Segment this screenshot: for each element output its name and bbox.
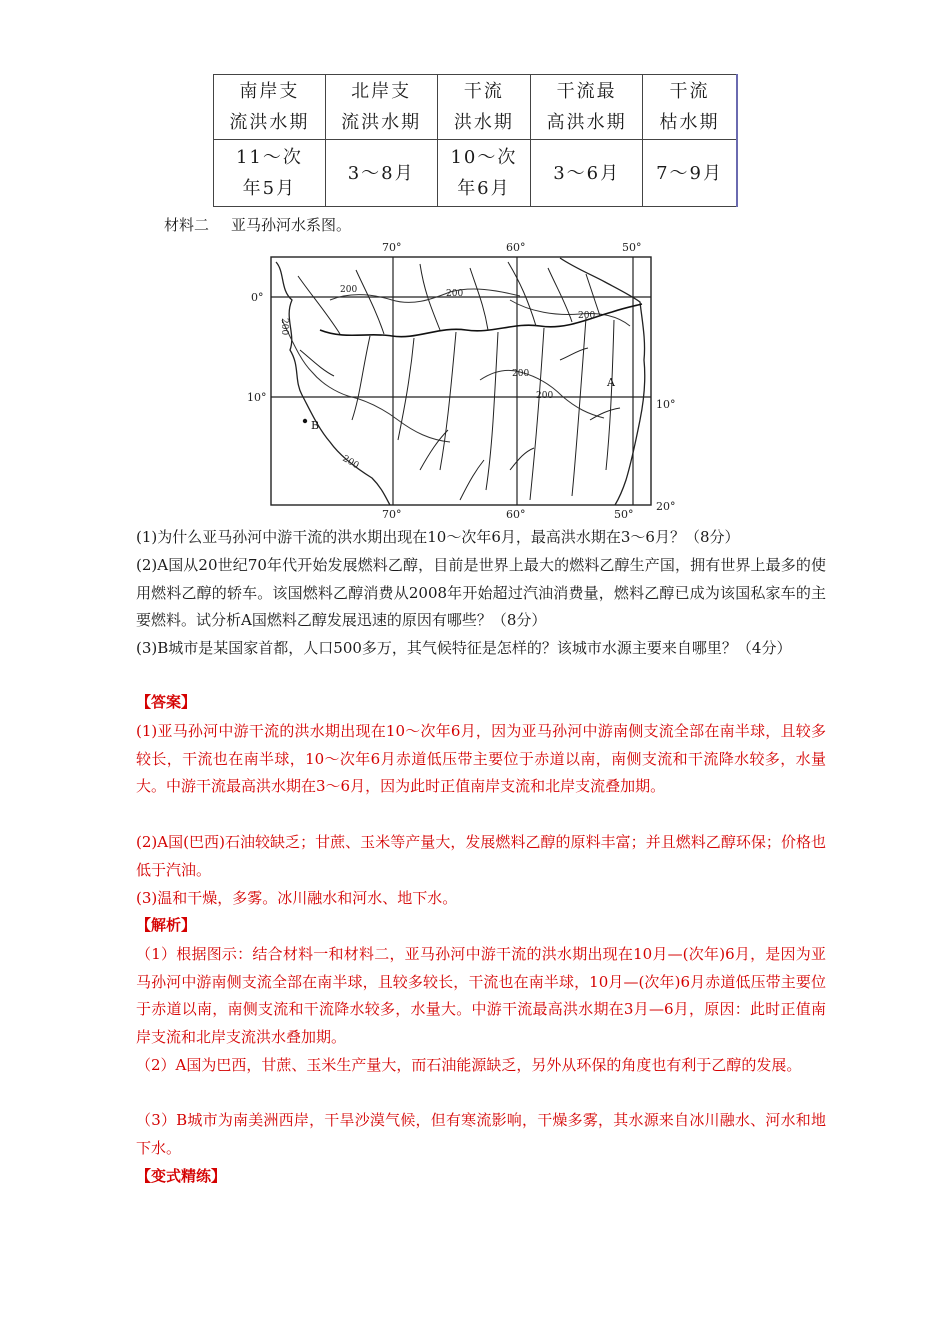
- lon-label: 60°: [506, 508, 526, 521]
- table-header-cell: 干流 洪水期: [437, 75, 531, 140]
- lat-label: 10°: [247, 391, 267, 404]
- answer-2: (2)A国(巴西)石油较缺乏；甘蔗、玉米等产量大，发展燃料乙醇的原料丰富；并且燃料乙醇环保；价格也低于汽油。: [136, 833, 826, 879]
- contour-label: 200: [536, 391, 554, 401]
- material-label: 材料二: [164, 216, 210, 234]
- contour-label: 200: [446, 289, 464, 299]
- river: [298, 276, 340, 334]
- lon-label: 50°: [622, 241, 642, 254]
- river: [356, 270, 384, 334]
- contour-label: 200: [512, 369, 530, 379]
- table-cell: 11～次 年5月: [214, 140, 326, 207]
- lon-label: 60°: [506, 241, 526, 254]
- table-cell: 3～6月: [531, 140, 643, 207]
- material-title: 亚马孙河水系图。: [231, 216, 352, 234]
- coastline: [560, 258, 645, 505]
- analysis-1: （1）根据图示：结合材料一和材料二，亚马孙河中游干流的洪水期出现在10月—(次年)6月，是因为亚马孙河中游南侧支流全部在南半球，且较多较长，干流也在南半球，10月—(次年)6月赤道低压带主要位于赤道以南，南侧支流和干流降水较多，水量大。中游干流最高洪水期在3月—6月，原因：此时正值南岸支流和北岸支流洪水叠加期。: [136, 945, 826, 1046]
- table-header-cell: 干流 枯水期: [643, 75, 737, 140]
- lat-label: 20°: [656, 500, 676, 513]
- analysis-2: （2）A国为巴西，甘蔗、玉米生产量大，而石油能源缺乏，另外从环保的角度也有利于乙醇的发展。: [136, 1056, 802, 1074]
- question-2: (2)A国从20世纪70年代开始发展燃料乙醇，目前是世界上最大的燃料乙醇生产国，拥有世界上最多的使用燃料乙醇的轿车。该国燃料乙醇消费从2008年开始超过汽油消费量，燃料乙醇已成为该国私家车的主要燃料。试分析A国燃料乙醇发展迅速的原因有哪些？（8分）: [136, 556, 826, 630]
- river: [398, 338, 414, 440]
- flood-period-table: [213, 74, 738, 207]
- city-marker-b: [303, 419, 307, 423]
- table-cell: 3～8月: [325, 140, 437, 207]
- amazon-river-map: [245, 237, 685, 521]
- river: [586, 274, 600, 316]
- analysis-heading: 【解析】: [136, 916, 197, 934]
- place-label-a: A: [607, 376, 615, 389]
- table-cell: 10～次 年6月: [437, 140, 531, 207]
- contour-label: 200: [340, 285, 358, 295]
- table-header-cell: 南岸支 流洪水期: [214, 75, 326, 140]
- question-1: (1)为什么亚马孙河中游干流的洪水期出现在10～次年6月，最高洪水期在3～6月？（8分）: [136, 528, 740, 546]
- contour-line: [330, 289, 520, 302]
- lon-label: 70°: [382, 508, 402, 521]
- table-header-cell: 北岸支 流洪水期: [325, 75, 437, 140]
- river: [510, 448, 534, 470]
- question-3: (3)B城市是某国家首都，人口500多万，其气候特征是怎样的？该城市水源主要来自哪里？（4分）: [136, 639, 792, 657]
- answer-heading: 【答案】: [136, 693, 197, 711]
- river: [460, 460, 484, 500]
- river: [352, 336, 370, 420]
- river: [530, 328, 544, 500]
- river: [420, 430, 448, 470]
- answer-1: (1)亚马孙河中游干流的洪水期出现在10～次年6月，因为亚马孙河中游南侧支流全部在南半球，且较多较长，干流也在南半球，10～次年6月赤道低压带主要位于赤道以南，南侧支流和干流降水较多，水量大。中游干流最高洪水期在3～6月，因为此时正值南岸支流和北岸支流叠加期。: [136, 722, 826, 796]
- practice-heading: 【变式精练】: [136, 1167, 227, 1185]
- lat-label: 10°: [656, 398, 676, 411]
- river: [440, 332, 456, 470]
- river: [590, 408, 620, 420]
- answer-3: (3)温和干燥，多雾。冰川融水和河水、地下水。: [136, 889, 458, 907]
- contour-label: 200: [340, 453, 361, 472]
- river: [606, 320, 614, 470]
- river: [486, 332, 498, 490]
- analysis-3: （3）B城市为南美洲西岸，干旱沙漠气候，但有寒流影响，干燥多雾，其水源来自冰川融水、河水和地下水。: [136, 1111, 826, 1157]
- table-cell: 7～9月: [643, 140, 737, 207]
- contour-label: 200: [279, 318, 289, 336]
- lat-label: 0°: [251, 291, 264, 304]
- place-label-b: B: [311, 419, 320, 432]
- lon-label: 50°: [614, 508, 634, 521]
- river: [572, 318, 586, 496]
- river: [470, 268, 488, 330]
- table-header-cell: 干流最 高洪水期: [531, 75, 643, 140]
- contour-line: [282, 320, 450, 442]
- contour-label: 200: [578, 311, 596, 321]
- lon-label: 70°: [382, 241, 402, 254]
- material-caption: [164, 214, 373, 235]
